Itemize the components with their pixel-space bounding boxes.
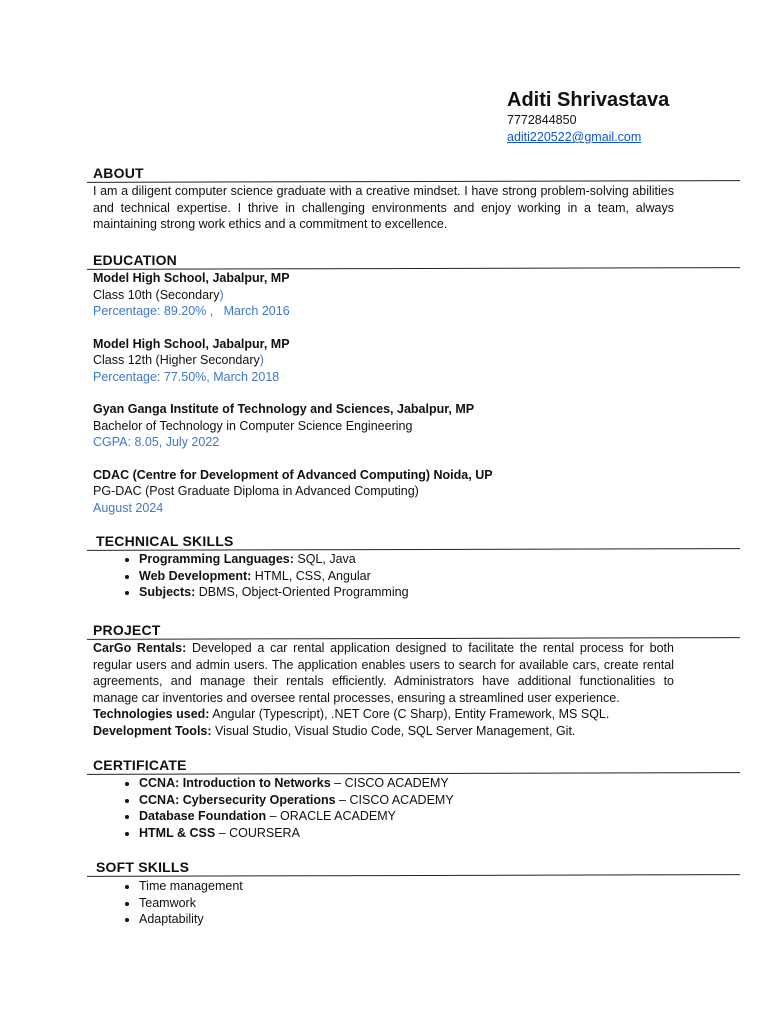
list-item: • Database Foundation – ORACLE ACADEMY <box>139 808 740 825</box>
project-technologies: Technologies used: Angular (Typescript), .NET Core (C Sharp), Entity Framework, MS SQL. <box>93 707 610 721</box>
list-item: • CCNA: Introduction to Networks – CISCO ACADEMY <box>139 775 740 792</box>
list-item: • Programming Languages: SQL, Java <box>139 551 740 568</box>
institution: Gyan Ganga Institute of Technology and Sciences, Jabalpur, MP <box>93 402 475 416</box>
soft-skills-list <box>87 878 740 928</box>
technical-skills-heading: TECHNICAL SKILLS <box>87 533 740 549</box>
education-detail: CGPA: 8.05, July 2022 <box>93 435 220 449</box>
technical-skills-section <box>87 533 740 601</box>
list-item: • Web Development: HTML, CSS, Angular <box>139 568 740 585</box>
education-item <box>93 336 674 386</box>
list-item: • HTML & CSS – COURSERA <box>139 825 740 842</box>
education-heading: EDUCATION <box>87 252 740 268</box>
about-text: I am a diligent computer science graduate with a creative mindset. I have strong problem-solving abilities and technical expertise. I thrive in challenging environments and enjoy working in a team, always maintaining strong work ethics and a commitment to excellence. <box>93 184 674 231</box>
project-title: CarGo Rentals: <box>93 641 187 655</box>
about-section <box>87 165 740 233</box>
phone-number: 7772844850 <box>507 113 577 127</box>
list-item: • Adaptability <box>139 911 740 928</box>
about-heading: ABOUT <box>87 165 740 181</box>
education-item <box>93 467 674 517</box>
certificate-list <box>87 775 740 841</box>
education-item <box>93 270 674 320</box>
list-item: • Time management <box>139 878 740 895</box>
candidate-name: Aditi Shrivastava <box>507 89 670 111</box>
institution: CDAC (Centre for Development of Advanced Computing) Noida, UP <box>93 467 493 482</box>
project-description: CarGo Rentals: Developed a car rental application designed to facilitate the rental process for both regular users and admin users. The application enables users to search for available cars, create rental agreements, and manage their rentals efficiently. Administrators have additional functionalities to manage car inventories and oversee rental processes, ensuring a streamlined user experience. <box>93 641 674 705</box>
certificate-heading: CERTIFICATE <box>87 757 740 773</box>
project-tools: Development Tools: Visual Studio, Visual Studio Code, SQL Server Management, Git. <box>93 723 576 738</box>
list-item: • Subjects: DBMS, Object-Oriented Programming <box>139 584 740 601</box>
education-detail: Percentage: 89.20% , March 2016 <box>93 304 290 318</box>
education-item <box>93 401 674 451</box>
list-item: • Teamwork <box>139 895 740 912</box>
project-heading: PROJECT <box>87 622 740 638</box>
course: Bachelor of Technology in Computer Science Engineering <box>93 418 413 433</box>
course: Class 12th (Higher Secondary) <box>93 353 264 367</box>
course: Class 10th (Secondary) <box>93 287 224 302</box>
list-item: • CCNA: Cybersecurity Operations – CISCO ACADEMY <box>139 792 740 809</box>
institution: Model High School, Jabalpur, MP <box>93 271 290 285</box>
project-section <box>87 622 740 739</box>
certificate-section <box>87 757 740 841</box>
education-section <box>87 252 740 532</box>
resume-header <box>507 88 669 146</box>
soft-skills-section <box>87 859 740 928</box>
soft-skills-heading: SOFT SKILLS <box>87 859 740 875</box>
institution: Model High School, Jabalpur, MP <box>93 336 290 351</box>
education-detail: August 2024 <box>93 500 164 515</box>
education-detail: Percentage: 77.50%, March 2018 <box>93 369 280 384</box>
email-link[interactable]: aditi220522@gmail.com <box>507 130 642 144</box>
technical-skills-list <box>87 551 740 601</box>
course: PG-DAC (Post Graduate Diploma in Advanced Computing) <box>93 484 419 498</box>
